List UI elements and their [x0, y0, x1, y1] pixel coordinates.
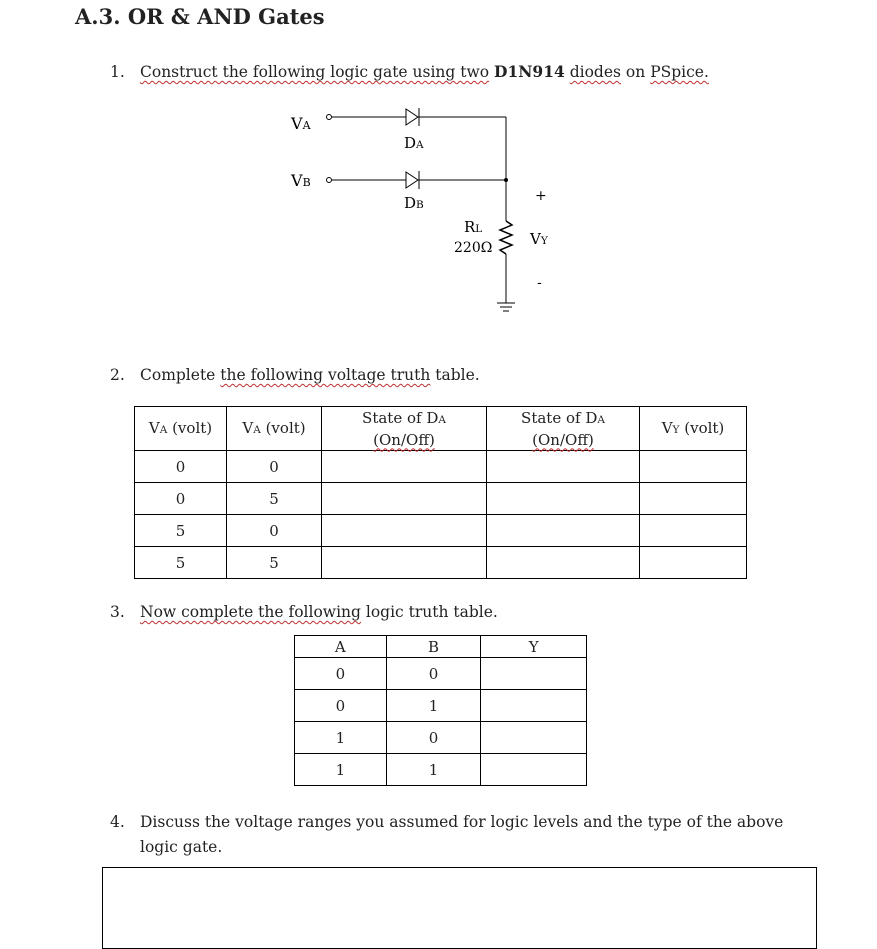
- table-cell: 0: [386, 658, 481, 690]
- question-1-text-mid: diodes: [569, 63, 621, 81]
- question-1-number: 1.: [110, 63, 125, 81]
- table-cell-answer[interactable]: [322, 451, 487, 483]
- table-cell: 0: [227, 515, 322, 547]
- table-cell: 1: [295, 722, 387, 754]
- table-row: [135, 547, 747, 579]
- table-row: [295, 754, 587, 786]
- question-2-text-post: table.: [435, 366, 480, 384]
- question-1-text-on: on: [625, 63, 646, 81]
- question-2-number: 2.: [110, 366, 125, 384]
- voltage-table-header-row: [135, 407, 747, 451]
- table-cell-answer[interactable]: [640, 451, 747, 483]
- table-row: [295, 722, 587, 754]
- diode-circuit-diagram: [0, 0, 877, 360]
- question-3-text-post: logic truth table.: [365, 603, 498, 621]
- question-3-number: 3.: [110, 603, 125, 621]
- table-cell-answer[interactable]: [481, 658, 587, 690]
- table-row: [295, 658, 587, 690]
- header-vy: VY (volt): [640, 407, 747, 451]
- table-cell-answer[interactable]: [640, 483, 747, 515]
- header-va-1: VA (volt): [135, 407, 227, 451]
- table-cell: 5: [227, 547, 322, 579]
- table-cell-answer[interactable]: [481, 722, 587, 754]
- table-cell-answer[interactable]: [487, 451, 640, 483]
- rl-label: RL: [464, 218, 483, 236]
- table-cell-answer[interactable]: [481, 690, 587, 722]
- question-1-part-number: D1N914: [494, 62, 565, 81]
- table-cell-answer[interactable]: [640, 515, 747, 547]
- ground-icon: [497, 303, 515, 311]
- rl-value: 220Ω: [454, 240, 493, 256]
- table-cell: 0: [135, 483, 227, 515]
- vy-minus: -: [537, 275, 542, 291]
- table-row: [135, 483, 747, 515]
- table-cell-answer[interactable]: [322, 547, 487, 579]
- table-cell-answer[interactable]: [487, 515, 640, 547]
- diode-b-icon: [406, 171, 419, 189]
- question-4-line-1: Discuss the voltage ranges you assumed for logic levels and the type of the above: [140, 813, 784, 831]
- table-cell: 5: [135, 547, 227, 579]
- resistor-icon: [500, 221, 512, 254]
- table-row: [135, 515, 747, 547]
- table-cell: 0: [135, 451, 227, 483]
- answer-box[interactable]: [102, 867, 817, 949]
- header-y: Y: [481, 636, 587, 658]
- question-3-text-wavy: Now complete the following: [140, 603, 361, 621]
- vb-terminal: [327, 178, 332, 183]
- table-row: [295, 690, 587, 722]
- section-heading: A.3. OR & AND Gates: [75, 4, 325, 29]
- logic-table-header-row: [295, 636, 587, 658]
- vy-plus: +: [535, 188, 547, 204]
- table-cell: 1: [386, 754, 481, 786]
- table-cell: 0: [295, 690, 387, 722]
- table-cell-answer[interactable]: [487, 547, 640, 579]
- table-cell: 5: [227, 483, 322, 515]
- voltage-truth-table: [134, 406, 747, 579]
- table-cell: 1: [295, 754, 387, 786]
- va-label: VA: [291, 114, 311, 133]
- table-cell: 5: [135, 515, 227, 547]
- table-cell: 0: [227, 451, 322, 483]
- question-1-text-pre: Construct the following logic gate using two: [140, 63, 490, 81]
- table-cell: 0: [295, 658, 387, 690]
- table-row: [135, 451, 747, 483]
- table-cell-answer[interactable]: [487, 483, 640, 515]
- header-state-da-1: State of DA (On/Off): [322, 407, 487, 451]
- table-cell-answer[interactable]: [322, 483, 487, 515]
- vb-label: VB: [291, 171, 311, 190]
- va-terminal: [327, 115, 332, 120]
- question-2-text-wavy: the following voltage truth: [220, 366, 431, 384]
- table-cell: 0: [386, 722, 481, 754]
- header-b: B: [386, 636, 481, 658]
- table-cell-answer[interactable]: [481, 754, 587, 786]
- header-a: A: [295, 636, 387, 658]
- table-cell-answer[interactable]: [322, 515, 487, 547]
- db-label: DB: [404, 194, 424, 212]
- question-4: [110, 810, 810, 860]
- table-cell-answer[interactable]: [640, 547, 747, 579]
- question-2: [110, 366, 480, 384]
- header-state-da-2: State of DA (On/Off): [487, 407, 640, 451]
- question-1-text-post: PSpice.: [650, 63, 709, 81]
- table-cell: 1: [386, 690, 481, 722]
- logic-truth-table: [294, 635, 587, 786]
- question-3: [110, 603, 498, 621]
- diode-a-icon: [406, 108, 419, 126]
- vy-label: VY: [530, 230, 548, 248]
- question-4-line-2: logic gate.: [140, 838, 223, 856]
- da-label: DA: [404, 134, 424, 152]
- header-va-2: VA (volt): [227, 407, 322, 451]
- question-2-text-pre: Complete: [140, 366, 216, 384]
- question-4-number: 4.: [110, 813, 125, 831]
